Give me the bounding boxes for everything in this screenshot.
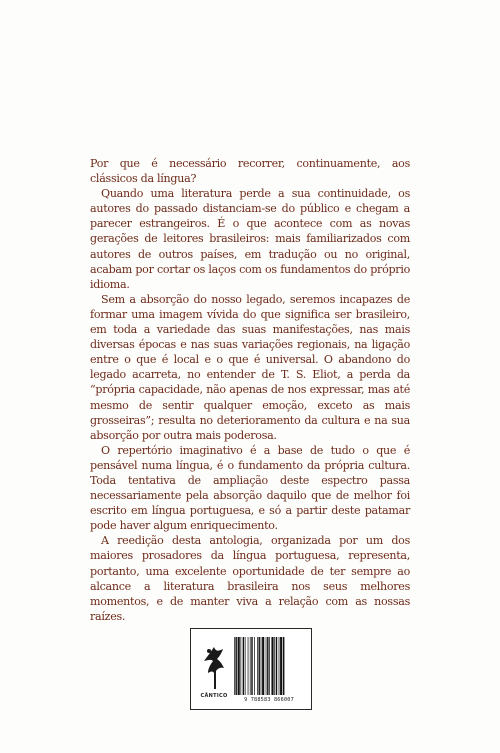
barcode-bar: [266, 637, 267, 695]
barcode-bar: [243, 637, 244, 695]
barcode-bar: [274, 637, 275, 695]
barcode: [233, 637, 303, 695]
barcode-bar: [240, 637, 241, 695]
back-cover-text: [90, 156, 410, 624]
barcode-bar: [254, 637, 255, 695]
barcode-bar: [279, 637, 280, 695]
paragraph-legacy: Sem a absorção do nosso legado, seremos incapazes de formar uma imagem vívida do que significa ser brasileiro, em toda a variedade das suas manifestações, nas mais diversas épocas e nas suas variações regionais, na ligação entre o que é local e o que é universal. O abandono do legado acarreta, no entender de T. S. Eliot, a perda da “própria capacidade, não apenas de nos expressar, mas até mesmo de sentir qualquer emoção, exceto as mais grosseiras”; resulta no deterioramento da cultura e na sua absorção por outra mais poderosa.: [90, 292, 410, 442]
publisher-name: CÂNTICO: [200, 693, 228, 699]
publisher-logo-icon: [201, 643, 227, 693]
barcode-bar: [267, 637, 268, 695]
barcode-bar: [245, 637, 246, 695]
barcode-bar: [271, 637, 273, 695]
barcode-bar: [250, 637, 251, 695]
paragraph-reedition: A reedição desta antologia, organizada por um dos maiores prosadores da língua portuguesa, representa, portanto, uma excelente oportunidade de ter sempre ao alcance a literatura brasileira nos seus melhores momentos, e de manter viva a relação com as nossas raízes.: [90, 534, 410, 623]
paragraph-repertoire: O repertório imaginativo é a base de tudo o que é pensável numa língua, é o fundamento da própria cultura. Toda tentativa de ampliação deste espectro passa necessariamente pela absorção daquilo que de melhor foi escrito em língua portuguesa, e só a partir deste patamar pode haver algum enriquecimento.: [90, 443, 410, 533]
barcode-bar: [269, 637, 270, 695]
barcode-bar: [238, 637, 240, 695]
barcode-bar: [234, 637, 235, 695]
barcode-bar: [248, 637, 249, 695]
barcode-bar: [257, 637, 258, 695]
barcode-bar: [283, 637, 284, 695]
barcode-bar: [258, 637, 259, 695]
isbn-number: 9 788583 866007: [244, 697, 294, 703]
barcode-bar: [280, 637, 282, 695]
barcode-bar: [262, 637, 264, 695]
barcode-bar: [276, 637, 277, 695]
isbn-barcode-box: [190, 628, 312, 710]
barcode-bar: [251, 637, 252, 695]
paragraph-continuity: Quando uma literatura perde a sua continuidade, os autores do passado distanciam-se do público e chegam a parecer estrangeiros. É o que acontece com as novas gerações de leitores brasileiros: mais familiarizados com autores de outros países, em tradução ou no original, acabam por cortar os laços com os fundamentos do próprio idioma.: [90, 187, 410, 291]
barcode-bar: [235, 637, 236, 695]
paragraph-question: Por que é necessário recorrer, continuamente, aos clássicos da língua?: [90, 157, 410, 186]
barcode-bar: [261, 637, 262, 695]
